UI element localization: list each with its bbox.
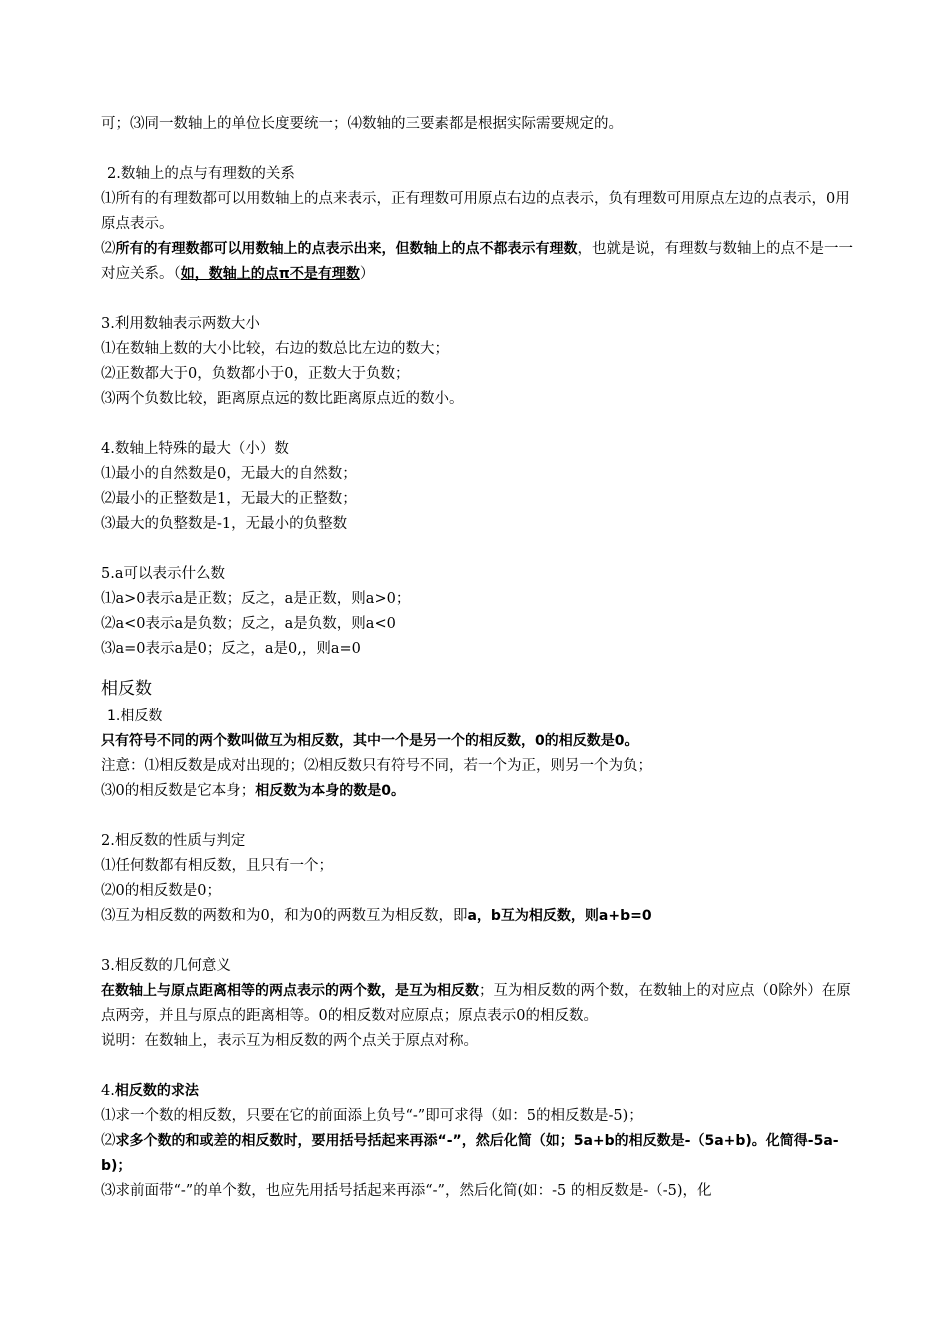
geometric-meaning-note: 说明：在数轴上，表示互为相反数的两个点关于原点对称。 — [101, 1033, 478, 1049]
opposite-property-1: ⑴任何数都有相反数，且只有一个； — [101, 858, 333, 874]
special-number-2: ⑵最小的正整数是1，无最大的正整数； — [101, 491, 357, 507]
heading-opposite-numbers: 相反数 — [101, 679, 152, 699]
axis-rules-line: 可；⑶同一数轴上的单位长度要统一；⑷数轴的三要素都是根据实际需要规定的。 — [101, 116, 623, 132]
section-title-geometric-meaning: 3.相反数的几何意义 — [101, 958, 231, 974]
finding-opposite-rule-1: ⑴求一个数的相反数，只要在它的前面添上负号“-”即可求得（如：5的相反数是-5)； — [101, 1108, 643, 1124]
section-title-variable-a: 5.a可以表示什么数 — [101, 566, 225, 582]
variable-a-rule-2: ⑵a<0表示a是负数；反之，a是负数，则a<0 — [101, 616, 396, 632]
opposite-property-3 — [101, 904, 861, 929]
finding-opposite-rule-2 — [101, 1129, 861, 1179]
paragraph-points-rationals-1: ⑴所有的有理数都可以用数轴上的点来表示，正有理数可用原点右边的点表示，负有理数可用原点左边的点表示，0用原点表示。 — [101, 191, 850, 232]
variable-a-rule-3: ⑶a=0表示a是0；反之，a是0,，则a=0 — [101, 641, 361, 657]
section-title-points-rationals: 2.数轴上的点与有理数的关系 — [107, 166, 295, 182]
opposite-definition: 只有符号不同的两个数叫做互为相反数，其中一个是另一个的相反数，0的相反数是0。 — [101, 733, 639, 749]
opposite-property-2: ⑵0的相反数是0； — [101, 883, 221, 899]
paragraph-end: ） — [359, 266, 375, 282]
paragraph-middle: ，也就是说，有理数与数轴上的点不是一一对应关系。（ — [101, 241, 853, 282]
section-title-finding-opposite — [101, 1079, 861, 1104]
opposite-property-3-prefix: ⑶互为相反数的两数和为0，和为0的两数互为相反数，即 — [101, 908, 468, 924]
compare-rule-2: ⑵正数都大于0，负数都小于0，正数大于负数； — [101, 366, 410, 382]
special-number-1: ⑴最小的自然数是0，无最大的自然数； — [101, 466, 357, 482]
bold-statement: 所有的有理数都可以用数轴上的点表示出来，但数轴上的点不都表示有理数 — [115, 241, 578, 257]
paragraph-prefix: ⑵ — [101, 241, 116, 257]
opposite-note-3-bold: 相反数为本身的数是0。 — [255, 783, 405, 799]
section-title-compare: 3.利用数轴表示两数大小 — [101, 316, 260, 332]
finding-opposite-rule-2-bold: 求多个数的和或差的相反数时，要用括号括起来再添“-”，然后化简（如；5a+b的相反数是-（5a+b)。化简得-5a-b)； — [101, 1133, 839, 1174]
paragraph-points-rationals-2 — [101, 237, 861, 287]
finding-opposite-rule-3: ⑶求前面带“-”的单个数，也应先用括号括起来再添“-”，然后化简(如：-5 的相反数是-（-5)，化 — [101, 1183, 712, 1199]
geometric-meaning-bold: 在数轴上与原点距离相等的两点表示的两个数，是互为相反数 — [101, 983, 479, 999]
variable-a-rule-1: ⑴a>0表示a是正数；反之，a是正数，则a>0； — [101, 591, 411, 607]
opposite-note-3-prefix: ⑶0的相反数是它本身； — [101, 783, 256, 799]
document-page — [101, 112, 861, 1204]
finding-opposite-rule-2-prefix: ⑵ — [101, 1133, 116, 1149]
section-number: 4. — [101, 1083, 115, 1099]
compare-rule-1: ⑴在数轴上数的大小比较，右边的数总比左边的数大； — [101, 341, 449, 357]
section-title-opposite-properties: 2.相反数的性质与判定 — [101, 833, 246, 849]
geometric-meaning-paragraph — [101, 979, 861, 1029]
opposite-property-3-bold: a，b互为相反数，则a+b=0 — [467, 908, 652, 924]
section-title-special-numbers: 4.数轴上特殊的最大（小）数 — [101, 441, 289, 457]
section-title-bold: 相反数的求法 — [114, 1083, 199, 1099]
underlined-example: 如，数轴上的点π不是有理数 — [180, 266, 360, 282]
special-number-3: ⑶最大的负整数是-1，无最小的负整数 — [101, 516, 348, 532]
geometric-meaning-rest: ；互为相反数的两个数，在数轴上的对应点（0除外）在原点两旁，并且与原点的距离相等。0的相反数对应原点；原点表示0的相反数。 — [101, 983, 851, 1024]
opposite-note: 注意：⑴相反数是成对出现的；⑵相反数只有符号不同，若一个为正，则另一个为负； — [101, 758, 652, 774]
opposite-note-3 — [101, 779, 861, 804]
section-title-opposite: 1.相反数 — [107, 708, 163, 724]
compare-rule-3: ⑶两个负数比较，距离原点远的数比距离原点近的数小。 — [101, 391, 464, 407]
